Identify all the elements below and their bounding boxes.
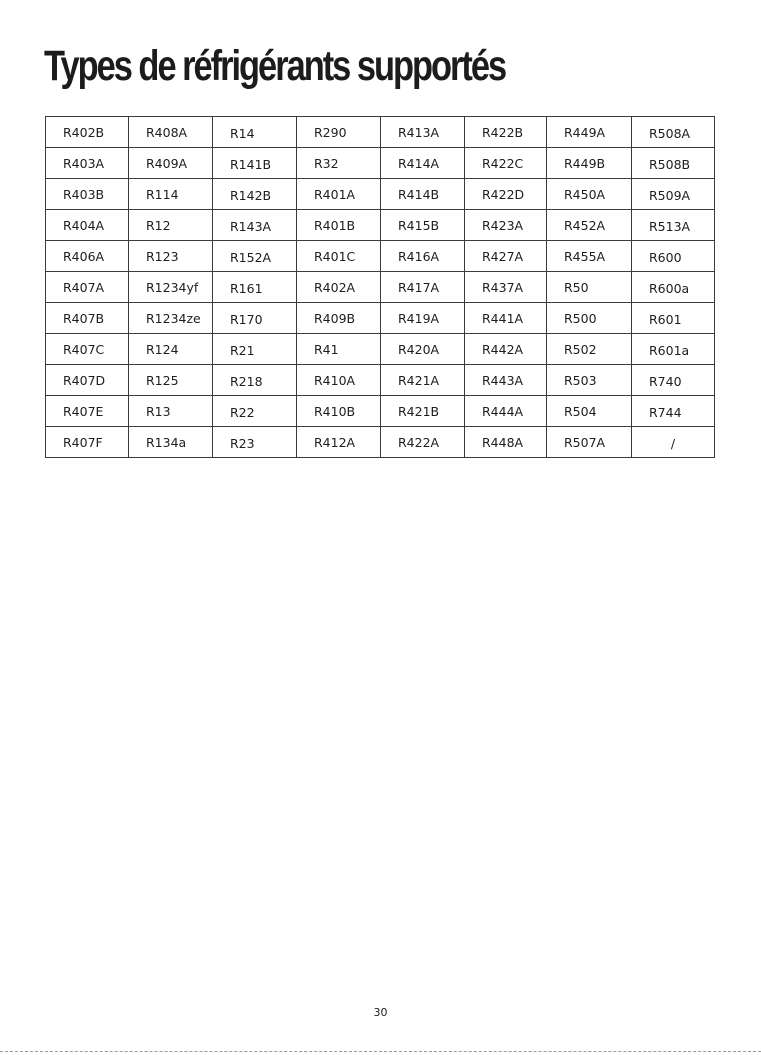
table-cell: R125 xyxy=(129,365,213,396)
table-cell: R421B xyxy=(381,396,465,427)
table-cell: R423A xyxy=(465,210,547,241)
table-cell: R420A xyxy=(381,334,465,365)
table-cell: R409A xyxy=(129,148,213,179)
table-cell: R744 xyxy=(632,396,715,427)
table-cell: R442A xyxy=(465,334,547,365)
table-cell: R600a xyxy=(632,272,715,303)
table-cell: R124 xyxy=(129,334,213,365)
table-row xyxy=(46,334,715,365)
table-row xyxy=(46,210,715,241)
table-row xyxy=(46,117,715,148)
table-cell: R414A xyxy=(381,148,465,179)
table-cell: R503 xyxy=(547,365,632,396)
table-cell: R437A xyxy=(465,272,547,303)
table-cell: R1234ze xyxy=(129,303,213,334)
table-cell: R407D xyxy=(46,365,129,396)
table-row xyxy=(46,365,715,396)
table-cell: R402A xyxy=(297,272,381,303)
table-cell: R403A xyxy=(46,148,129,179)
table-cell: R170 xyxy=(213,303,297,334)
table-cell: R740 xyxy=(632,365,715,396)
table-cell: R402B xyxy=(46,117,129,148)
table-cell: R12 xyxy=(129,210,213,241)
table-cell: R449A xyxy=(547,117,632,148)
table-cell: R508B xyxy=(632,148,715,179)
table-cell: R14 xyxy=(213,117,297,148)
table-cell: R152A xyxy=(213,241,297,272)
table-cell: R23 xyxy=(213,427,297,458)
page-title: Types de réfrigérants supportés xyxy=(44,42,506,90)
table-cell: R401A xyxy=(297,179,381,210)
table-cell: R401B xyxy=(297,210,381,241)
table-cell: R403B xyxy=(46,179,129,210)
table-cell: R422B xyxy=(465,117,547,148)
table-cell: R509A xyxy=(632,179,715,210)
table-cell: R450A xyxy=(547,179,632,210)
table-cell: R218 xyxy=(213,365,297,396)
table-cell: R410A xyxy=(297,365,381,396)
empty-cell-marker: / xyxy=(632,427,715,458)
table-cell: R500 xyxy=(547,303,632,334)
table-cell: R408A xyxy=(129,117,213,148)
table-cell: R32 xyxy=(297,148,381,179)
table-cell: R407A xyxy=(46,272,129,303)
table-cell: R407E xyxy=(46,396,129,427)
table-cell: R601a xyxy=(632,334,715,365)
table-cell: R448A xyxy=(465,427,547,458)
page-number: 30 xyxy=(373,1006,388,1019)
table-cell: R504 xyxy=(547,396,632,427)
table-cell: R409B xyxy=(297,303,381,334)
table-row xyxy=(46,179,715,210)
table-row xyxy=(46,241,715,272)
table-cell: R134a xyxy=(129,427,213,458)
table-cell: R421A xyxy=(381,365,465,396)
table-row xyxy=(46,396,715,427)
table-row xyxy=(46,427,715,458)
table-cell: R444A xyxy=(465,396,547,427)
table-cell: R416A xyxy=(381,241,465,272)
table-cell: R422C xyxy=(465,148,547,179)
table-cell: R502 xyxy=(547,334,632,365)
table-cell: R413A xyxy=(381,117,465,148)
table-cell: R407F xyxy=(46,427,129,458)
table-cell: R419A xyxy=(381,303,465,334)
table-cell: R443A xyxy=(465,365,547,396)
table-cell: R507A xyxy=(547,427,632,458)
table-cell: R417A xyxy=(381,272,465,303)
table-cell: R401C xyxy=(297,241,381,272)
table-cell: R114 xyxy=(129,179,213,210)
table-row xyxy=(46,148,715,179)
table-cell: R161 xyxy=(213,272,297,303)
table-cell: R404A xyxy=(46,210,129,241)
refrigerant-table-body xyxy=(46,117,715,458)
table-cell: R407B xyxy=(46,303,129,334)
table-cell: R143A xyxy=(213,210,297,241)
page-bottom-rule xyxy=(0,1051,761,1052)
table-cell: R50 xyxy=(547,272,632,303)
table-cell: R406A xyxy=(46,241,129,272)
table-cell: R142B xyxy=(213,179,297,210)
table-cell: R1234yf xyxy=(129,272,213,303)
table-cell: R422D xyxy=(465,179,547,210)
table-cell: R21 xyxy=(213,334,297,365)
table-cell: R415B xyxy=(381,210,465,241)
table-cell: R427A xyxy=(465,241,547,272)
table-row xyxy=(46,272,715,303)
table-cell: R455A xyxy=(547,241,632,272)
table-cell: R410B xyxy=(297,396,381,427)
table-cell: R290 xyxy=(297,117,381,148)
table-cell: R441A xyxy=(465,303,547,334)
table-row xyxy=(46,303,715,334)
table-cell: R412A xyxy=(297,427,381,458)
refrigerant-table xyxy=(45,116,715,458)
table-cell: R141B xyxy=(213,148,297,179)
table-cell: R600 xyxy=(632,241,715,272)
table-cell: R452A xyxy=(547,210,632,241)
table-cell: R407C xyxy=(46,334,129,365)
table-cell: R414B xyxy=(381,179,465,210)
table-cell: R513A xyxy=(632,210,715,241)
table-cell: R13 xyxy=(129,396,213,427)
table-cell: R123 xyxy=(129,241,213,272)
table-cell: R41 xyxy=(297,334,381,365)
table-cell: R422A xyxy=(381,427,465,458)
table-cell: R508A xyxy=(632,117,715,148)
table-cell: R22 xyxy=(213,396,297,427)
table-cell: R449B xyxy=(547,148,632,179)
table-cell: R601 xyxy=(632,303,715,334)
